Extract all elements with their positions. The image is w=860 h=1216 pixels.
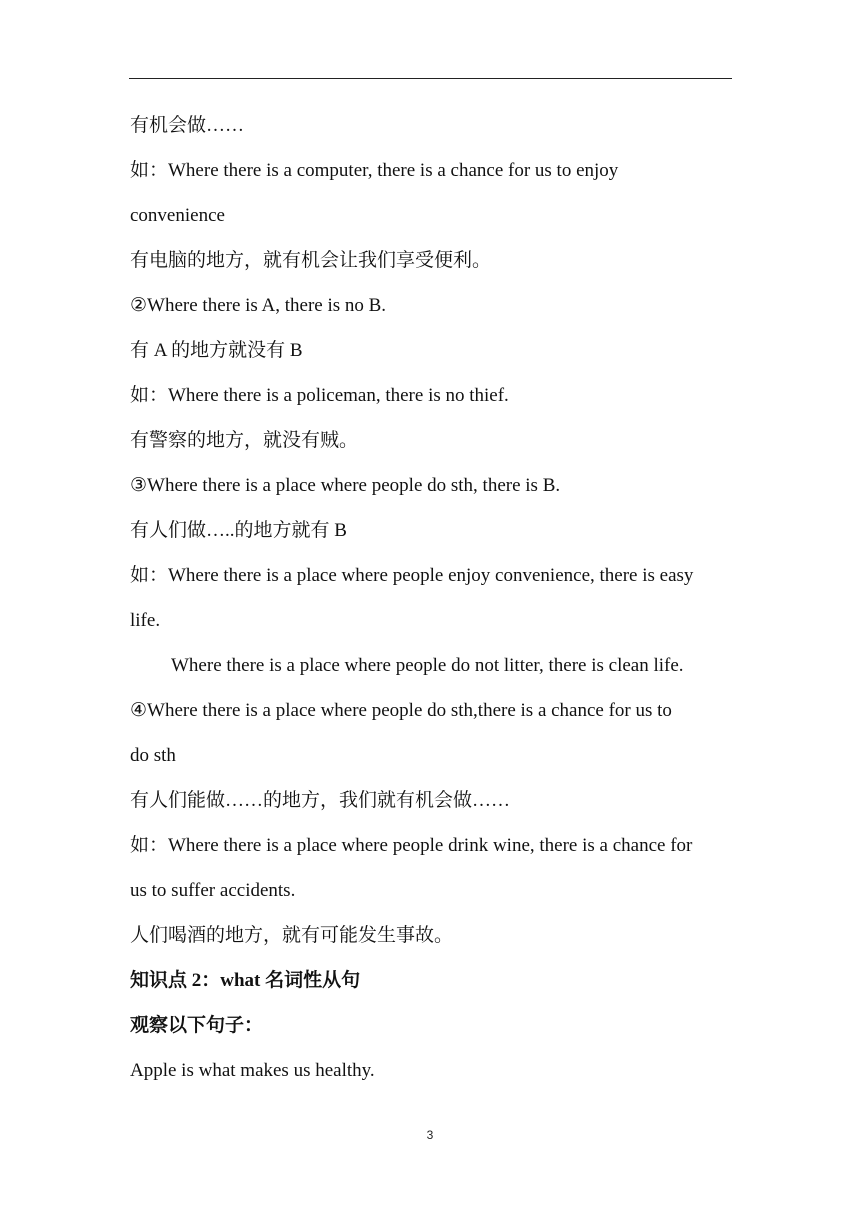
text-line: 有机会做……: [130, 115, 245, 136]
example-line: Apple is what makes us healthy.: [130, 1060, 375, 1081]
text-line: us to suffer accidents.: [130, 880, 296, 901]
text-line: convenience: [130, 205, 225, 226]
example-line-indented: Where there is a place where people do not litter, there is clean life.: [171, 655, 684, 676]
pattern-line: ③Where there is a place where people do sth, there is B.: [130, 475, 561, 496]
translation-line: 有人们能做……的地方，我们就有机会做……: [130, 790, 511, 811]
translation-line: 有警察的地方，就没有贼。: [130, 430, 359, 451]
subheading: 观察以下句子：: [130, 1015, 264, 1036]
example-line: 如：Where there is a place where people drink wine, there is a chance for: [130, 835, 693, 856]
document-body: [130, 103, 734, 1093]
translation-line: 人们喝酒的地方，就有可能发生事故。: [130, 925, 454, 946]
example-line: 如：Where there is a computer, there is a chance for us to enjoy: [130, 160, 619, 181]
text-line: do sth: [130, 745, 176, 766]
example-line: 如：Where there is a policeman, there is no thief.: [130, 385, 509, 406]
translation-line: 有 A 的地方就没有 B: [130, 340, 303, 361]
translation-line: 有电脑的地方，就有机会让我们享受便利。: [130, 250, 492, 271]
example-line: 如：Where there is a place where people enjoy convenience, there is easy: [130, 565, 694, 586]
header-rule: [129, 78, 732, 79]
pattern-line: ②Where there is A, there is no B.: [130, 295, 387, 316]
translation-line: 有人们做…..的地方就有 B: [130, 520, 347, 541]
section-heading: 知识点 2：what 名词性从句: [130, 970, 361, 991]
page-number: 3: [426, 1128, 434, 1142]
text-line: life.: [130, 610, 161, 631]
pattern-line: ④Where there is a place where people do sth,there is a chance for us to: [130, 700, 672, 721]
